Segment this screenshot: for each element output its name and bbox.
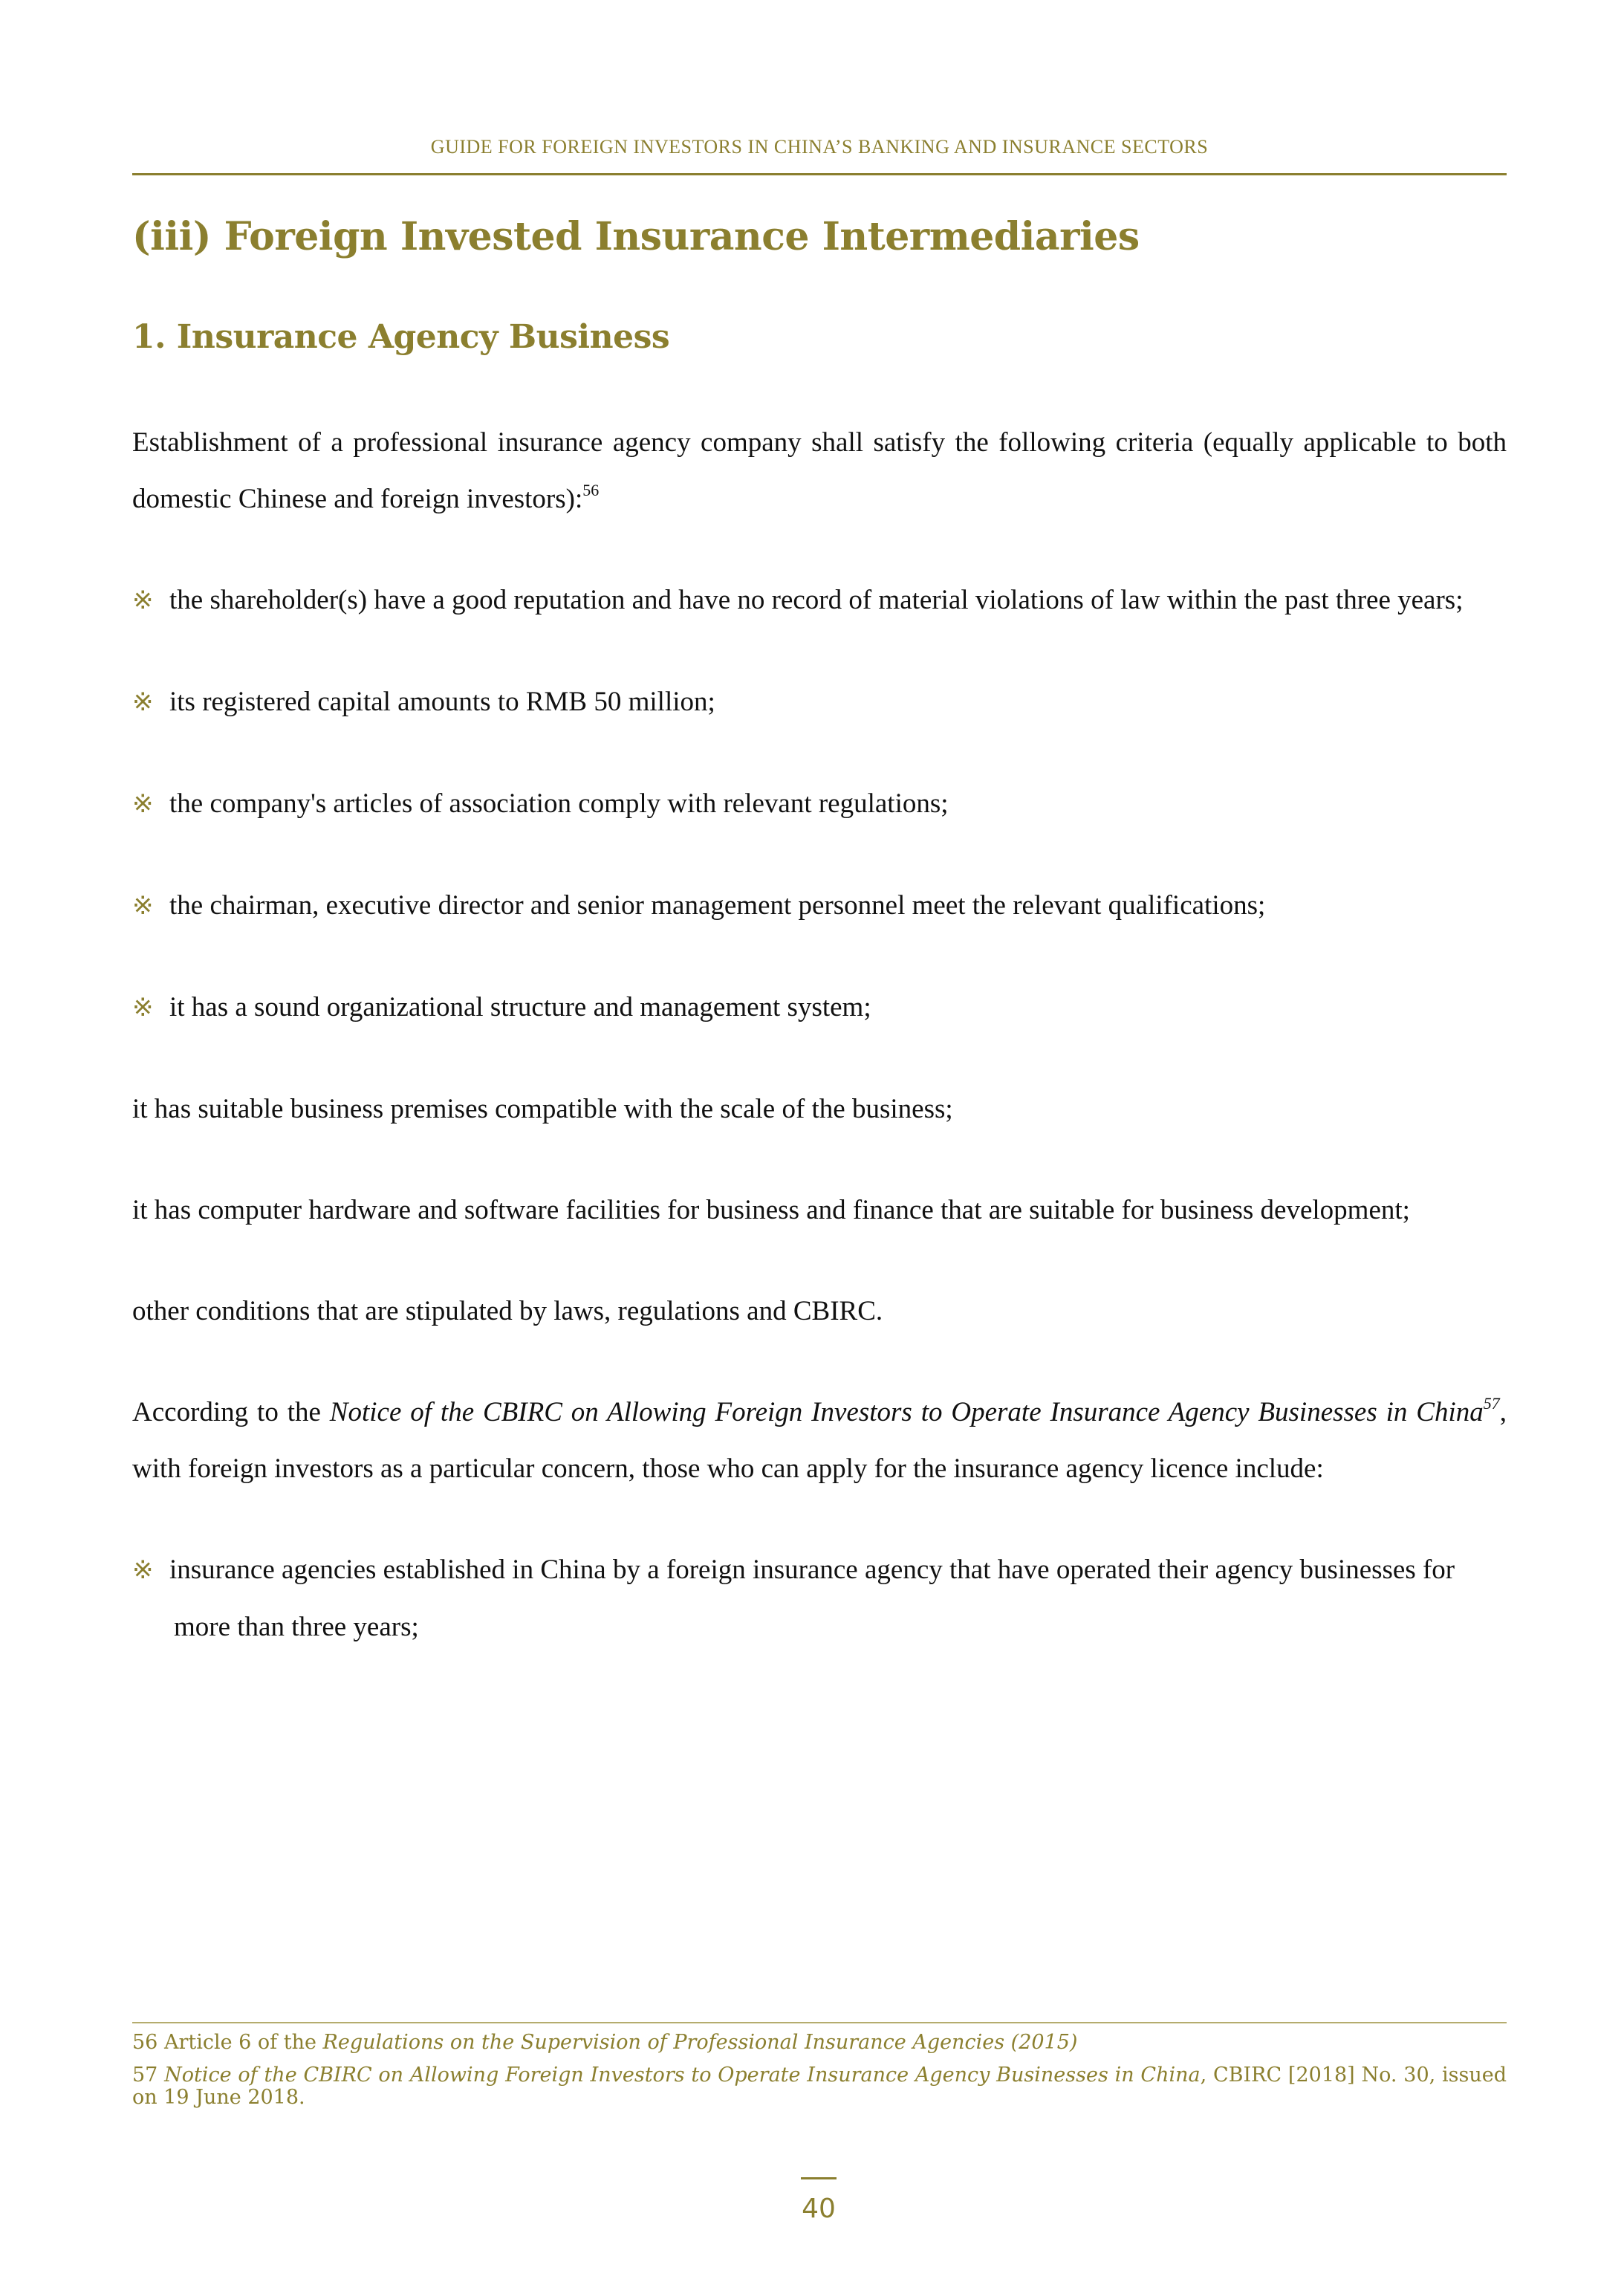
list-item: [132, 572, 1507, 629]
reference-mark-bullet-icon: ※: [132, 689, 154, 716]
footnote-citation: Regulations on the Supervision of Professional Insurance Agencies (2015): [322, 2031, 1078, 2054]
header-divider: [132, 173, 1507, 175]
reference-mark-bullet-icon: ※: [132, 1557, 154, 1584]
reference-mark-bullet-icon: ※: [132, 994, 154, 1022]
list-item-text: its registered capital amounts to RMB 50 million;: [169, 687, 715, 717]
notice-suffix: , with foreign investors as a particular concern, those who can apply for the insurance agency licence include:: [132, 1397, 1507, 1484]
intro-text: Establishment of a professional insurance agency company shall satisfy the following criteria (equally applicable to both domestic Chinese and foreign investors):: [132, 427, 1507, 514]
footnote-suffix: , CBIRC [2018] No. 30, issued on 19 June 2018.: [132, 2064, 1507, 2109]
list-item-text: the shareholder(s) have a good reputation and have no record of material violations of law within the past three years;: [169, 585, 1464, 615]
list-item: [132, 674, 1507, 731]
footnote-prefix: [157, 2064, 164, 2087]
footnote-prefix: Article 6 of the: [157, 2031, 323, 2054]
body-text: [132, 415, 1507, 1700]
footnote-56: [132, 2032, 1507, 2054]
footnote-number: 56: [132, 2031, 158, 2054]
footnotes: [132, 2032, 1507, 2119]
footnote-citation: Notice of the CBIRC on Allowing Foreign Investors to Operate Insurance Agency Businesses in China: [164, 2064, 1201, 2087]
list-item-text: insurance agencies established in China by a foreign insurance agency that have operated their agency businesses for more than three years;: [169, 1555, 1455, 1642]
list-item-text: the company's articles of association comply with relevant regulations;: [169, 788, 949, 819]
footnote-ref-57[interactable]: 57: [1483, 1394, 1500, 1413]
footnote-number: 57: [132, 2064, 158, 2087]
page-number: 40: [802, 2194, 836, 2224]
page-number-rule: [801, 2177, 837, 2179]
footnote-divider: [132, 2022, 1507, 2023]
criterion-paragraph: other conditions that are stipulated by laws, regulations and CBIRC.: [132, 1296, 883, 1326]
intro-paragraph: [132, 415, 1507, 528]
running-header: GUIDE FOR FOREIGN INVESTORS IN CHINA’S BANKING AND INSURANCE SECTORS: [430, 136, 1209, 158]
list-item: [132, 776, 1507, 833]
list-item: [132, 1542, 1507, 1656]
reference-mark-bullet-icon: ※: [132, 892, 154, 920]
criterion-paragraph: it has computer hardware and software facilities for business and finance that are suitable for business development;: [132, 1195, 1410, 1225]
subsection-title: 1. Insurance Agency Business: [132, 318, 670, 356]
criterion-paragraph: it has suitable business premises compatible with the scale of the business;: [132, 1094, 953, 1124]
list-item-text: the chairman, executive director and senior management personnel meet the relevant qualifications;: [169, 890, 1266, 921]
section-title: (iii) Foreign Invested Insurance Intermediaries: [132, 214, 1140, 259]
list-item: [132, 979, 1507, 1037]
list-item: [132, 878, 1507, 935]
notice-title: Notice of the CBIRC on Allowing Foreign Investors to Operate Insurance Agency Businesses in China: [329, 1397, 1484, 1427]
footnote-57: [132, 2064, 1507, 2109]
reference-mark-bullet-icon: ※: [132, 587, 154, 615]
reference-mark-bullet-icon: ※: [132, 791, 154, 818]
notice-prefix: According to the: [132, 1397, 330, 1427]
notice-paragraph: [132, 1384, 1507, 1497]
list-item-text: it has a sound organizational structure and management system;: [169, 992, 871, 1022]
footnote-ref-56[interactable]: 56: [582, 481, 600, 499]
